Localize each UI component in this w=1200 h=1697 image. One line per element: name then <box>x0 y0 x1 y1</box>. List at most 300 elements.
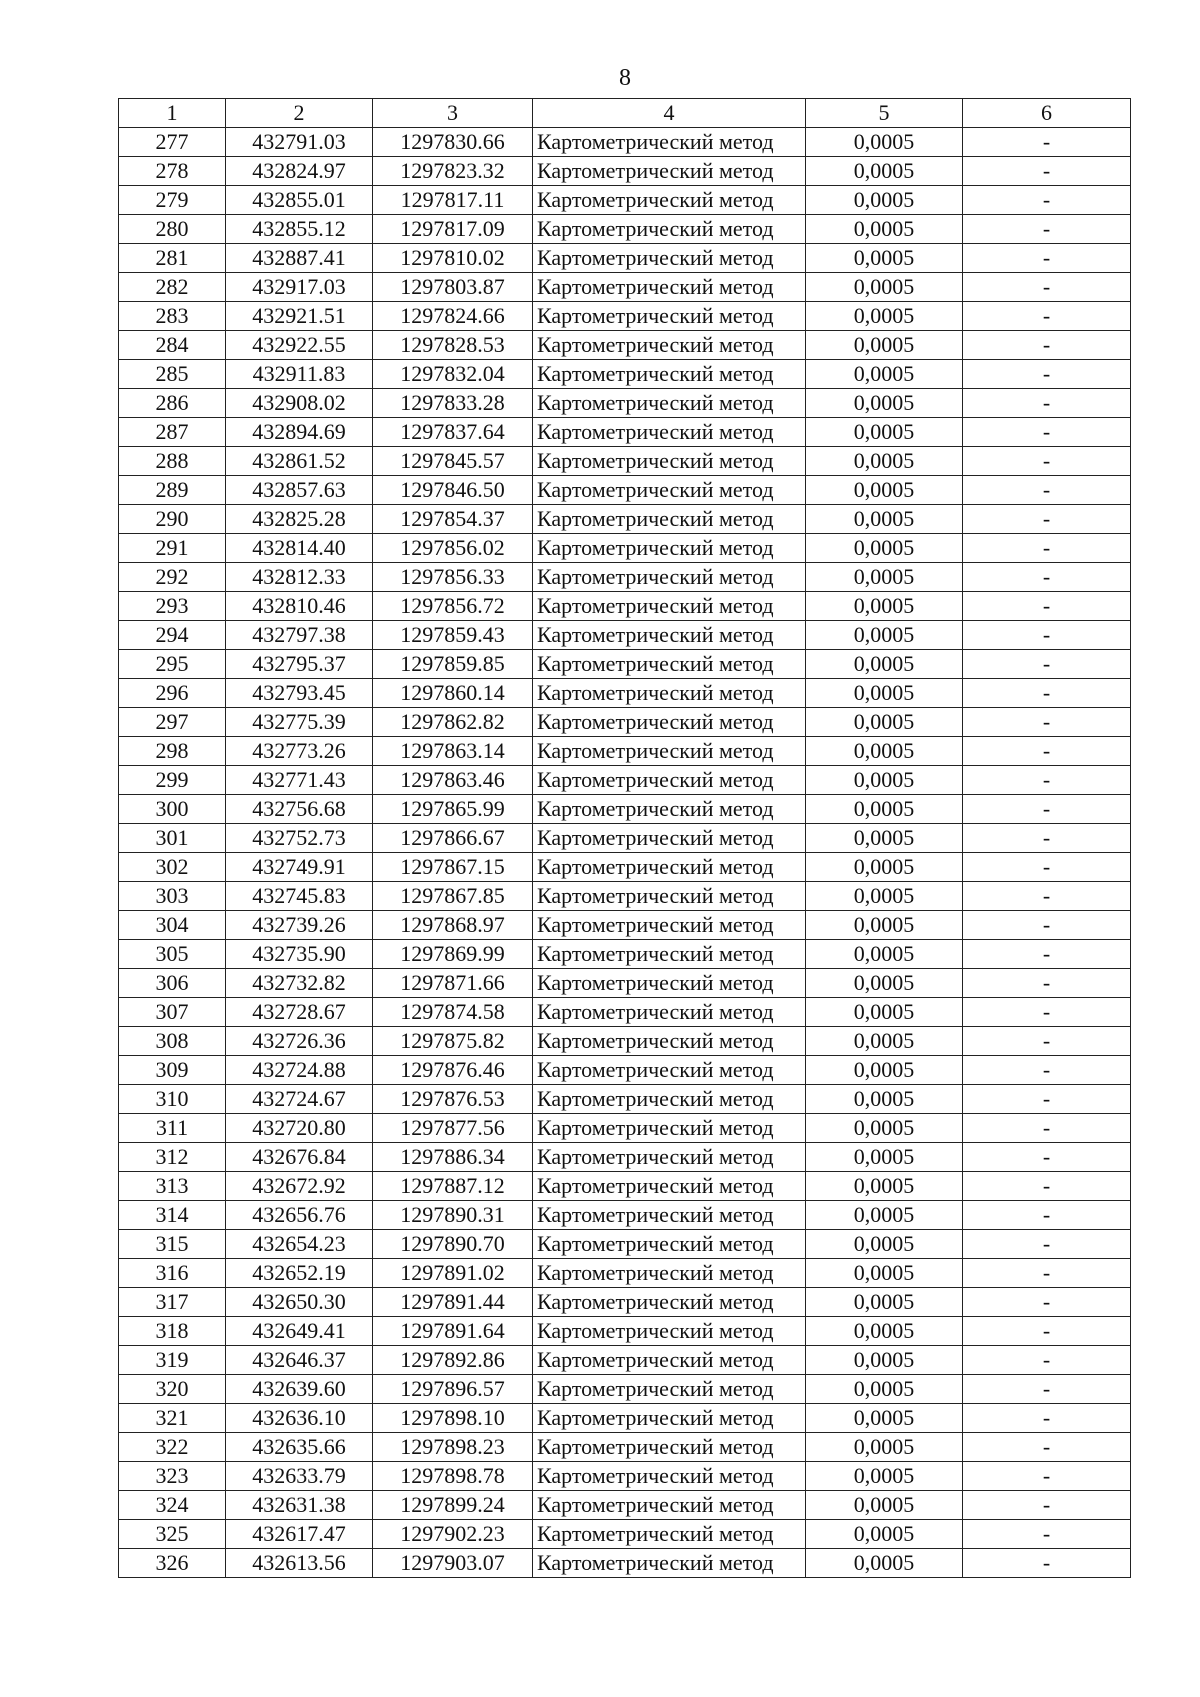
y-coordinate-cell: 1297859.85 <box>373 650 533 679</box>
table-row <box>119 1143 1131 1172</box>
header-cell-col-6: 6 <box>963 99 1131 128</box>
x-coordinate-cell: 432726.36 <box>226 1027 373 1056</box>
y-coordinate-cell: 1297871.66 <box>373 969 533 998</box>
y-coordinate-cell: 1297817.09 <box>373 215 533 244</box>
description-cell: - <box>963 1230 1131 1259</box>
accuracy-cell: 0,0005 <box>806 1172 963 1201</box>
method-cell: Картометрический метод <box>533 853 806 882</box>
description-cell: - <box>963 1491 1131 1520</box>
x-coordinate-cell: 432894.69 <box>226 418 373 447</box>
x-coordinate-cell: 432887.41 <box>226 244 373 273</box>
y-coordinate-cell: 1297817.11 <box>373 186 533 215</box>
x-coordinate-cell: 432861.52 <box>226 447 373 476</box>
y-coordinate-cell: 1297803.87 <box>373 273 533 302</box>
y-coordinate-cell: 1297891.44 <box>373 1288 533 1317</box>
method-cell: Картометрический метод <box>533 766 806 795</box>
description-cell: - <box>963 215 1131 244</box>
table-row <box>119 650 1131 679</box>
point-number-cell: 285 <box>119 360 226 389</box>
accuracy-cell: 0,0005 <box>806 1404 963 1433</box>
table-row <box>119 505 1131 534</box>
table-row <box>119 621 1131 650</box>
y-coordinate-cell: 1297856.02 <box>373 534 533 563</box>
y-coordinate-cell: 1297828.53 <box>373 331 533 360</box>
description-cell: - <box>963 998 1131 1027</box>
x-coordinate-cell: 432824.97 <box>226 157 373 186</box>
description-cell: - <box>963 1085 1131 1114</box>
table-row <box>119 302 1131 331</box>
accuracy-cell: 0,0005 <box>806 1520 963 1549</box>
y-coordinate-cell: 1297862.82 <box>373 708 533 737</box>
x-coordinate-cell: 432814.40 <box>226 534 373 563</box>
y-coordinate-cell: 1297890.31 <box>373 1201 533 1230</box>
description-cell: - <box>963 186 1131 215</box>
method-cell: Картометрический метод <box>533 998 806 1027</box>
method-cell: Картометрический метод <box>533 1462 806 1491</box>
table-row <box>119 1114 1131 1143</box>
description-cell: - <box>963 882 1131 911</box>
y-coordinate-cell: 1297856.72 <box>373 592 533 621</box>
point-number-cell: 291 <box>119 534 226 563</box>
table-row <box>119 1230 1131 1259</box>
point-number-cell: 284 <box>119 331 226 360</box>
description-cell: - <box>963 563 1131 592</box>
point-number-cell: 314 <box>119 1201 226 1230</box>
accuracy-cell: 0,0005 <box>806 795 963 824</box>
method-cell: Картометрический метод <box>533 824 806 853</box>
method-cell: Картометрический метод <box>533 1288 806 1317</box>
y-coordinate-cell: 1297810.02 <box>373 244 533 273</box>
y-coordinate-cell: 1297891.64 <box>373 1317 533 1346</box>
description-cell: - <box>963 1201 1131 1230</box>
point-number-cell: 286 <box>119 389 226 418</box>
accuracy-cell: 0,0005 <box>806 418 963 447</box>
point-number-cell: 326 <box>119 1549 226 1578</box>
method-cell: Картометрический метод <box>533 1114 806 1143</box>
method-cell: Картометрический метод <box>533 389 806 418</box>
method-cell: Картометрический метод <box>533 650 806 679</box>
y-coordinate-cell: 1297824.66 <box>373 302 533 331</box>
accuracy-cell: 0,0005 <box>806 476 963 505</box>
method-cell: Картометрический метод <box>533 447 806 476</box>
table-row <box>119 331 1131 360</box>
method-cell: Картометрический метод <box>533 534 806 563</box>
point-number-cell: 310 <box>119 1085 226 1114</box>
table-row <box>119 389 1131 418</box>
y-coordinate-cell: 1297867.15 <box>373 853 533 882</box>
table-row <box>119 1056 1131 1085</box>
method-cell: Картометрический метод <box>533 1433 806 1462</box>
method-cell: Картометрический метод <box>533 302 806 331</box>
y-coordinate-cell: 1297854.37 <box>373 505 533 534</box>
y-coordinate-cell: 1297890.70 <box>373 1230 533 1259</box>
method-cell: Картометрический метод <box>533 1143 806 1172</box>
x-coordinate-cell: 432617.47 <box>226 1520 373 1549</box>
description-cell: - <box>963 592 1131 621</box>
method-cell: Картометрический метод <box>533 331 806 360</box>
x-coordinate-cell: 432771.43 <box>226 766 373 795</box>
point-number-cell: 293 <box>119 592 226 621</box>
description-cell: - <box>963 476 1131 505</box>
description-cell: - <box>963 708 1131 737</box>
accuracy-cell: 0,0005 <box>806 882 963 911</box>
table-row <box>119 1346 1131 1375</box>
y-coordinate-cell: 1297867.85 <box>373 882 533 911</box>
table-row <box>119 1317 1131 1346</box>
description-cell: - <box>963 1346 1131 1375</box>
description-cell: - <box>963 1433 1131 1462</box>
point-number-cell: 282 <box>119 273 226 302</box>
y-coordinate-cell: 1297823.32 <box>373 157 533 186</box>
y-coordinate-cell: 1297887.12 <box>373 1172 533 1201</box>
description-cell: - <box>963 1114 1131 1143</box>
point-number-cell: 322 <box>119 1433 226 1462</box>
description-cell: - <box>963 795 1131 824</box>
x-coordinate-cell: 432735.90 <box>226 940 373 969</box>
page-number: 8 <box>619 65 631 91</box>
accuracy-cell: 0,0005 <box>806 273 963 302</box>
accuracy-cell: 0,0005 <box>806 1085 963 1114</box>
table-row <box>119 1491 1131 1520</box>
table-row <box>119 534 1131 563</box>
accuracy-cell: 0,0005 <box>806 157 963 186</box>
x-coordinate-cell: 432631.38 <box>226 1491 373 1520</box>
method-cell: Картометрический метод <box>533 1056 806 1085</box>
x-coordinate-cell: 432793.45 <box>226 679 373 708</box>
accuracy-cell: 0,0005 <box>806 1491 963 1520</box>
accuracy-cell: 0,0005 <box>806 1259 963 1288</box>
x-coordinate-cell: 432724.67 <box>226 1085 373 1114</box>
description-cell: - <box>963 273 1131 302</box>
table-row <box>119 1027 1131 1056</box>
point-number-cell: 315 <box>119 1230 226 1259</box>
accuracy-cell: 0,0005 <box>806 737 963 766</box>
point-number-cell: 304 <box>119 911 226 940</box>
x-coordinate-cell: 432633.79 <box>226 1462 373 1491</box>
accuracy-cell: 0,0005 <box>806 679 963 708</box>
y-coordinate-cell: 1297833.28 <box>373 389 533 418</box>
accuracy-cell: 0,0005 <box>806 447 963 476</box>
point-number-cell: 311 <box>119 1114 226 1143</box>
accuracy-cell: 0,0005 <box>806 824 963 853</box>
point-number-cell: 317 <box>119 1288 226 1317</box>
y-coordinate-cell: 1297869.99 <box>373 940 533 969</box>
header-cell-col-1: 1 <box>119 99 226 128</box>
x-coordinate-cell: 432855.01 <box>226 186 373 215</box>
accuracy-cell: 0,0005 <box>806 911 963 940</box>
table-row <box>119 737 1131 766</box>
method-cell: Картометрический метод <box>533 882 806 911</box>
table-row <box>119 1462 1131 1491</box>
description-cell: - <box>963 1056 1131 1085</box>
point-number-cell: 280 <box>119 215 226 244</box>
accuracy-cell: 0,0005 <box>806 186 963 215</box>
point-number-cell: 303 <box>119 882 226 911</box>
method-cell: Картометрический метод <box>533 592 806 621</box>
table-row <box>119 708 1131 737</box>
header-cell-col-4: 4 <box>533 99 806 128</box>
point-number-cell: 320 <box>119 1375 226 1404</box>
y-coordinate-cell: 1297868.97 <box>373 911 533 940</box>
y-coordinate-cell: 1297902.23 <box>373 1520 533 1549</box>
table-row <box>119 563 1131 592</box>
method-cell: Картометрический метод <box>533 563 806 592</box>
x-coordinate-cell: 432773.26 <box>226 737 373 766</box>
table-row <box>119 795 1131 824</box>
accuracy-cell: 0,0005 <box>806 1114 963 1143</box>
accuracy-cell: 0,0005 <box>806 331 963 360</box>
method-cell: Картометрический метод <box>533 273 806 302</box>
x-coordinate-cell: 432728.67 <box>226 998 373 1027</box>
description-cell: - <box>963 940 1131 969</box>
x-coordinate-cell: 432652.19 <box>226 1259 373 1288</box>
y-coordinate-cell: 1297899.24 <box>373 1491 533 1520</box>
x-coordinate-cell: 432795.37 <box>226 650 373 679</box>
table-body <box>119 128 1131 1578</box>
table-row <box>119 1520 1131 1549</box>
table-row <box>119 1201 1131 1230</box>
point-number-cell: 292 <box>119 563 226 592</box>
x-coordinate-cell: 432732.82 <box>226 969 373 998</box>
accuracy-cell: 0,0005 <box>806 1027 963 1056</box>
accuracy-cell: 0,0005 <box>806 1317 963 1346</box>
point-number-cell: 312 <box>119 1143 226 1172</box>
y-coordinate-cell: 1297876.46 <box>373 1056 533 1085</box>
y-coordinate-cell: 1297845.57 <box>373 447 533 476</box>
y-coordinate-cell: 1297898.23 <box>373 1433 533 1462</box>
point-number-cell: 302 <box>119 853 226 882</box>
method-cell: Картометрический метод <box>533 1259 806 1288</box>
accuracy-cell: 0,0005 <box>806 592 963 621</box>
y-coordinate-cell: 1297866.67 <box>373 824 533 853</box>
point-number-cell: 287 <box>119 418 226 447</box>
description-cell: - <box>963 1520 1131 1549</box>
table-row <box>119 418 1131 447</box>
table-row <box>119 157 1131 186</box>
accuracy-cell: 0,0005 <box>806 360 963 389</box>
x-coordinate-cell: 432855.12 <box>226 215 373 244</box>
table-row <box>119 1172 1131 1201</box>
accuracy-cell: 0,0005 <box>806 621 963 650</box>
accuracy-cell: 0,0005 <box>806 128 963 157</box>
x-coordinate-cell: 432749.91 <box>226 853 373 882</box>
method-cell: Картометрический метод <box>533 1085 806 1114</box>
table-row <box>119 215 1131 244</box>
y-coordinate-cell: 1297892.86 <box>373 1346 533 1375</box>
method-cell: Картометрический метод <box>533 1201 806 1230</box>
point-number-cell: 296 <box>119 679 226 708</box>
point-number-cell: 290 <box>119 505 226 534</box>
point-number-cell: 325 <box>119 1520 226 1549</box>
table-row <box>119 853 1131 882</box>
point-number-cell: 288 <box>119 447 226 476</box>
x-coordinate-cell: 432752.73 <box>226 824 373 853</box>
method-cell: Картометрический метод <box>533 1404 806 1433</box>
table-row <box>119 969 1131 998</box>
method-cell: Картометрический метод <box>533 621 806 650</box>
point-number-cell: 321 <box>119 1404 226 1433</box>
x-coordinate-cell: 432825.28 <box>226 505 373 534</box>
description-cell: - <box>963 650 1131 679</box>
y-coordinate-cell: 1297830.66 <box>373 128 533 157</box>
y-coordinate-cell: 1297863.14 <box>373 737 533 766</box>
accuracy-cell: 0,0005 <box>806 389 963 418</box>
y-coordinate-cell: 1297832.04 <box>373 360 533 389</box>
method-cell: Картометрический метод <box>533 418 806 447</box>
accuracy-cell: 0,0005 <box>806 1143 963 1172</box>
table-row <box>119 592 1131 621</box>
y-coordinate-cell: 1297863.46 <box>373 766 533 795</box>
description-cell: - <box>963 737 1131 766</box>
accuracy-cell: 0,0005 <box>806 969 963 998</box>
accuracy-cell: 0,0005 <box>806 1056 963 1085</box>
description-cell: - <box>963 1288 1131 1317</box>
description-cell: - <box>963 1404 1131 1433</box>
method-cell: Картометрический метод <box>533 186 806 215</box>
point-number-cell: 278 <box>119 157 226 186</box>
accuracy-cell: 0,0005 <box>806 766 963 795</box>
description-cell: - <box>963 128 1131 157</box>
point-number-cell: 281 <box>119 244 226 273</box>
point-number-cell: 300 <box>119 795 226 824</box>
y-coordinate-cell: 1297837.64 <box>373 418 533 447</box>
description-cell: - <box>963 1462 1131 1491</box>
description-cell: - <box>963 1143 1131 1172</box>
method-cell: Картометрический метод <box>533 795 806 824</box>
method-cell: Картометрический метод <box>533 1317 806 1346</box>
method-cell: Картометрический метод <box>533 1520 806 1549</box>
table-row <box>119 447 1131 476</box>
table-row <box>119 476 1131 505</box>
table-row <box>119 1085 1131 1114</box>
x-coordinate-cell: 432720.80 <box>226 1114 373 1143</box>
method-cell: Картометрический метод <box>533 1027 806 1056</box>
y-coordinate-cell: 1297865.99 <box>373 795 533 824</box>
description-cell: - <box>963 911 1131 940</box>
method-cell: Картометрический метод <box>533 1491 806 1520</box>
description-cell: - <box>963 853 1131 882</box>
y-coordinate-cell: 1297846.50 <box>373 476 533 505</box>
method-cell: Картометрический метод <box>533 708 806 737</box>
point-number-cell: 299 <box>119 766 226 795</box>
x-coordinate-cell: 432911.83 <box>226 360 373 389</box>
y-coordinate-cell: 1297856.33 <box>373 563 533 592</box>
table-row <box>119 186 1131 215</box>
point-number-cell: 279 <box>119 186 226 215</box>
table-row <box>119 824 1131 853</box>
x-coordinate-cell: 432791.03 <box>226 128 373 157</box>
description-cell: - <box>963 505 1131 534</box>
x-coordinate-cell: 432613.56 <box>226 1549 373 1578</box>
method-cell: Картометрический метод <box>533 1346 806 1375</box>
x-coordinate-cell: 432810.46 <box>226 592 373 621</box>
method-cell: Картометрический метод <box>533 679 806 708</box>
accuracy-cell: 0,0005 <box>806 708 963 737</box>
point-number-cell: 308 <box>119 1027 226 1056</box>
method-cell: Картометрический метод <box>533 1375 806 1404</box>
table-row <box>119 1375 1131 1404</box>
method-cell: Картометрический метод <box>533 1549 806 1578</box>
table-row <box>119 882 1131 911</box>
description-cell: - <box>963 1259 1131 1288</box>
x-coordinate-cell: 432639.60 <box>226 1375 373 1404</box>
description-cell: - <box>963 360 1131 389</box>
point-number-cell: 323 <box>119 1462 226 1491</box>
description-cell: - <box>963 1375 1131 1404</box>
table-row <box>119 1288 1131 1317</box>
y-coordinate-cell: 1297898.78 <box>373 1462 533 1491</box>
y-coordinate-cell: 1297903.07 <box>373 1549 533 1578</box>
x-coordinate-cell: 432672.92 <box>226 1172 373 1201</box>
point-number-cell: 309 <box>119 1056 226 1085</box>
method-cell: Картометрический метод <box>533 1230 806 1259</box>
y-coordinate-cell: 1297896.57 <box>373 1375 533 1404</box>
point-number-cell: 306 <box>119 969 226 998</box>
description-cell: - <box>963 302 1131 331</box>
y-coordinate-cell: 1297874.58 <box>373 998 533 1027</box>
method-cell: Картометрический метод <box>533 360 806 389</box>
header-cell-col-3: 3 <box>373 99 533 128</box>
point-number-cell: 324 <box>119 1491 226 1520</box>
description-cell: - <box>963 766 1131 795</box>
method-cell: Картометрический метод <box>533 128 806 157</box>
y-coordinate-cell: 1297877.56 <box>373 1114 533 1143</box>
accuracy-cell: 0,0005 <box>806 534 963 563</box>
accuracy-cell: 0,0005 <box>806 1201 963 1230</box>
description-cell: - <box>963 1172 1131 1201</box>
method-cell: Картометрический метод <box>533 969 806 998</box>
x-coordinate-cell: 432724.88 <box>226 1056 373 1085</box>
accuracy-cell: 0,0005 <box>806 302 963 331</box>
accuracy-cell: 0,0005 <box>806 563 963 592</box>
accuracy-cell: 0,0005 <box>806 244 963 273</box>
x-coordinate-cell: 432812.33 <box>226 563 373 592</box>
method-cell: Картометрический метод <box>533 505 806 534</box>
accuracy-cell: 0,0005 <box>806 998 963 1027</box>
table-row <box>119 911 1131 940</box>
x-coordinate-cell: 432797.38 <box>226 621 373 650</box>
point-number-cell: 277 <box>119 128 226 157</box>
point-number-cell: 289 <box>119 476 226 505</box>
table-row <box>119 1549 1131 1578</box>
method-cell: Картометрический метод <box>533 911 806 940</box>
x-coordinate-cell: 432654.23 <box>226 1230 373 1259</box>
header-cell-col-5: 5 <box>806 99 963 128</box>
x-coordinate-cell: 432636.10 <box>226 1404 373 1433</box>
description-cell: - <box>963 534 1131 563</box>
method-cell: Картометрический метод <box>533 940 806 969</box>
table-row <box>119 679 1131 708</box>
table-row <box>119 766 1131 795</box>
x-coordinate-cell: 432908.02 <box>226 389 373 418</box>
table-row <box>119 1433 1131 1462</box>
y-coordinate-cell: 1297886.34 <box>373 1143 533 1172</box>
accuracy-cell: 0,0005 <box>806 1549 963 1578</box>
description-cell: - <box>963 1549 1131 1578</box>
x-coordinate-cell: 432745.83 <box>226 882 373 911</box>
point-number-cell: 319 <box>119 1346 226 1375</box>
accuracy-cell: 0,0005 <box>806 1288 963 1317</box>
description-cell: - <box>963 679 1131 708</box>
accuracy-cell: 0,0005 <box>806 650 963 679</box>
table-row <box>119 273 1131 302</box>
accuracy-cell: 0,0005 <box>806 215 963 244</box>
description-cell: - <box>963 621 1131 650</box>
method-cell: Картометрический метод <box>533 244 806 273</box>
x-coordinate-cell: 432650.30 <box>226 1288 373 1317</box>
method-cell: Картометрический метод <box>533 157 806 186</box>
accuracy-cell: 0,0005 <box>806 853 963 882</box>
